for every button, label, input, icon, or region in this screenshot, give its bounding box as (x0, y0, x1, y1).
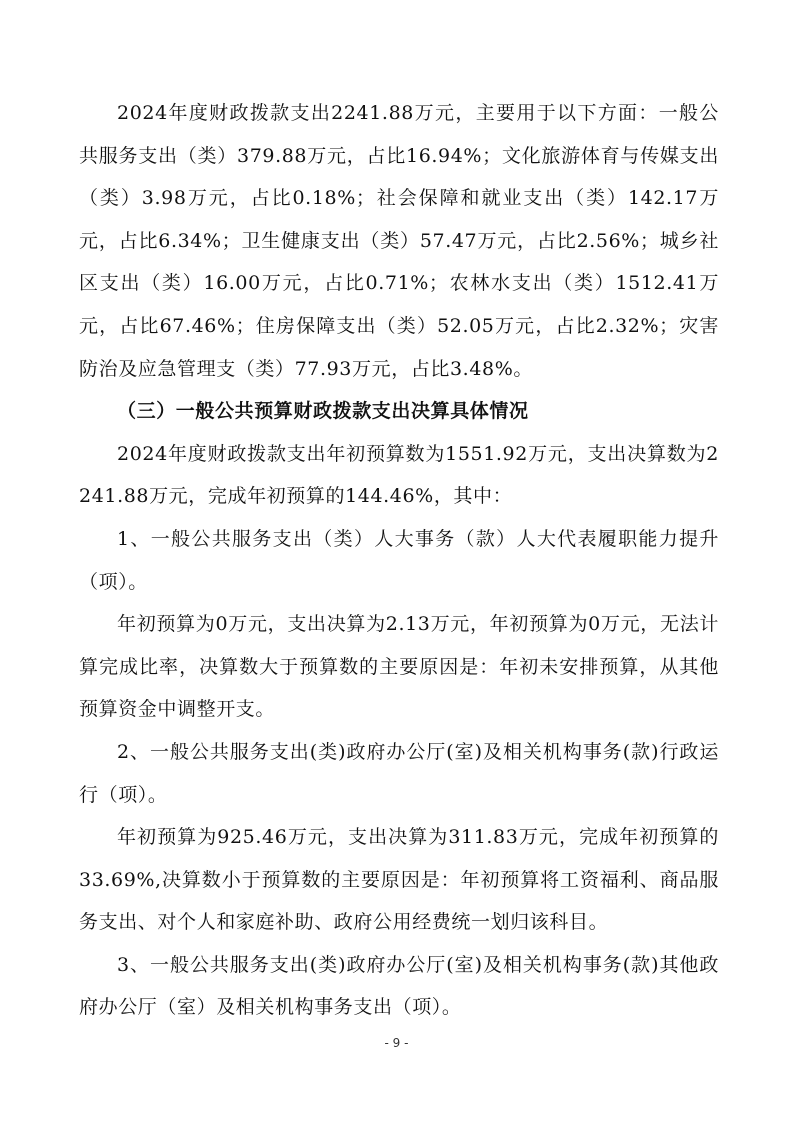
paragraph-expenditure-summary: 2024年度财政拨款支出2241.88万元，主要用于以下方面：一般公共服务支出（类）379.88万元，占比16.94%；文化旅游体育与传媒支出（类）3.98万元，占比0.18%；社会保障和就业支出（类）142.17万元，占比6.34%；卫生健康支出（类）57.47万元，占比2.56%；城乡社区支出（类）16.00万元，占比0.71%；农林水支出（类）1512.41万元，占比67.46%；住房保障支出（类）52.05万元，占比2.32%；灾害防治及应急管理支（类）77.93万元，占比3.48%。 (79, 102, 719, 380)
paragraph-item-1-detail: 年初预算为0万元，支出决算为2.13万元，年初预算为0万元，无法计算完成比率，决算数大于预算数的主要原因是：年初未安排预算，从其他预算资金中调整开支。 (79, 613, 719, 721)
page-number: - 9 - (384, 1036, 409, 1050)
paragraph-item-2-detail: 年初预算为925.46万元，支出决算为311.83万元，完成年初预算的33.69%,决算数小于预算数的主要原因是：年初预算将工资福利、商品服务支出、对个人和家庭补助、政府公用经费统一划归该科目。 (79, 826, 719, 934)
paragraph-item-2-title: 2、一般公共服务支出(类)政府办公厅(室)及相关机构事务(款)行政运行（项）。 (79, 740, 719, 806)
paragraph-budget-overview: 2024年度财政拨款支出年初预算数为1551.92万元，支出决算数为2241.88万元，完成年初预算的144.46%，其中： (79, 442, 719, 508)
paragraph-item-3-title: 3、一般公共服务支出(类)政府办公厅(室)及相关机构事务(款)其他政府办公厅（室）及相关机构事务支出（项）。 (79, 953, 719, 1019)
paragraph-item-1-title: 1、一般公共服务支出（类）人大事务（款）人大代表履职能力提升（项）。 (79, 527, 719, 593)
document-body (79, 92, 719, 1029)
section-heading: （三）一般公共预算财政拨款支出决算具体情况 (117, 400, 529, 423)
